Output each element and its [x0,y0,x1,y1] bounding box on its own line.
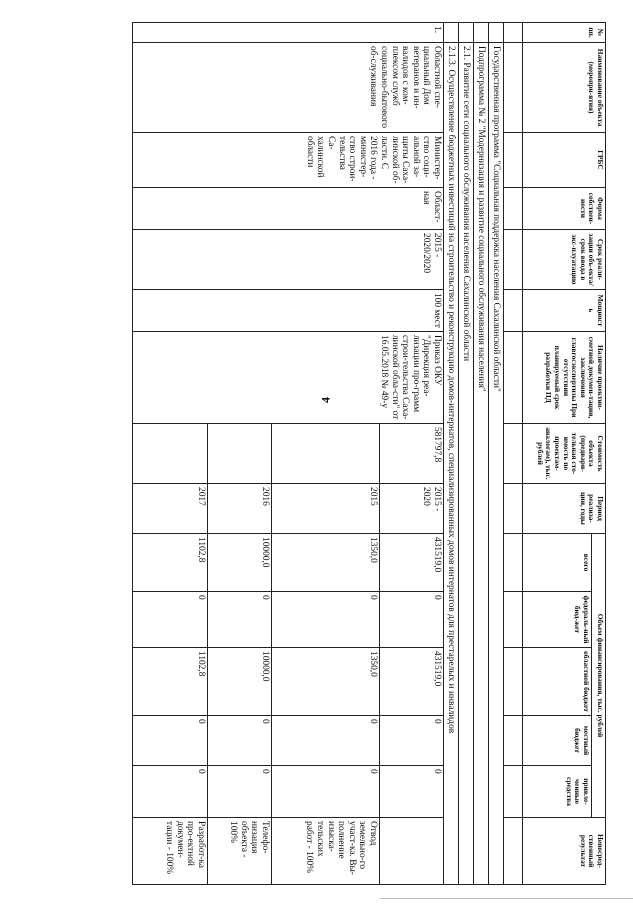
header-design-docs: Наличие проектно-сметной докумен-тации, заключения главгосэкспертизы При отсутствии планируемый срок разработки ПД [523,332,606,424]
row-result: Отвод земельно-го участ-ка. Вы-полнение изыска-тельских работ - 100% [272,818,380,885]
row-local: 0 [133,716,208,766]
program-row [489,23,504,885]
row-total: 10000,0 [208,534,272,592]
header-private: привле-ченные средства [523,766,592,818]
row-federal: 0 [208,592,272,648]
header-regional: областной бюджет [523,648,592,716]
subprogram-row [474,23,489,885]
object-deadline: 2015 - 2020/2020 [133,230,444,290]
object-grbs: Министер-ство соци-альной за-щиты Саха-линской об-ласти. С 2016 года - министер-ство строи-тельства Са-халинской области [133,133,444,188]
row-period: 2015 [272,484,380,534]
row-total: 431519,0 [380,534,444,592]
object-cost: 581797,8 [380,424,444,484]
row-total: 1102,8 [133,534,208,592]
blank-row [504,23,523,885]
row-period: 2016 [208,484,272,534]
row-period: 2017 [133,484,208,534]
header-cost: Стоимость объекта (предвари-тельная сто-имость по проектам-аналогам), тыс. рублей [523,424,606,484]
row-period: 2015 - 2020 [380,484,444,534]
row-regional: 1350,0 [272,648,380,716]
row-regional: 431519,0 [380,648,444,716]
capital-investment-table [132,22,606,885]
row-regional: 1102,8 [133,648,208,716]
table-row [380,23,444,885]
object-ownership: Област-ная [133,188,444,230]
rotated-page-content [164,22,606,884]
section-2-1-title: 2.1. Развитие сети социального обслуживания населения Сахалинской области [459,43,474,885]
row-regional: 10000,0 [208,648,272,716]
row-local: 0 [208,716,272,766]
header-result: Непосред-ственный результат [523,818,606,885]
header-grbs: ГРБС [523,133,606,188]
object-design-docs: Приказ ОКУ "Дирекция реа-лизации про-грамм строи-тельства Саха-линской обла-сти" от 16.05.2018 № 49-у [133,332,444,424]
row-local: 0 [380,716,444,766]
program-title: Государственная программа "Социальная поддержка населения Сахалинской области" [489,43,504,885]
object-name: Областной спе-циальный Дом ветеранов и ин-валидов с ком-плексом служб социально-бытового об-служивания [133,43,444,133]
header-capacity: Мощность [523,290,606,332]
section-2-1-row [459,23,474,885]
row-local: 0 [272,716,380,766]
header-funding-group: Объем финансирования, тыс. рублей [591,534,605,818]
page-number: 4 [318,397,333,403]
section-2-1-3-title: 2.1.3. Осуществление бюджетных инвестиций на строительство и реконструкцию домов-интернатов, специализированных домов интернатов для престарелых и инвалидов [444,43,459,885]
row-total: 1350,0 [272,534,380,592]
row-federal: 0 [380,592,444,648]
row-result: Разработ-ка про-ектной докумен-тации - 100% [133,818,208,885]
header-period: Период реализа-ции, годы [523,484,606,534]
row-federal: 0 [133,592,208,648]
header-total: всего [523,534,592,592]
row-federal: 0 [272,592,380,648]
header-deadline: Срок реали-зации объ-екта/срок ввода в экс-плуатацию [523,230,606,290]
header-row [591,23,605,885]
header-ownership: Форма собствен-ности [523,188,606,230]
object-capacity: 100 мест [133,290,444,332]
object-number: 1. [133,23,444,43]
header-name: Наименование объекта (меропри-ятия) [523,43,606,133]
row-private: 0 [208,766,272,818]
scan-edge-line [380,898,633,899]
row-result [380,818,444,885]
row-private: 0 [272,766,380,818]
row-private: 0 [133,766,208,818]
row-result: Телефо-низация объекта - 100% [208,818,272,885]
section-2-1-3-row [444,23,459,885]
subprogram-title: Подпрограмма № 2 "Модернизация и развитие социального обслуживания населения" [474,43,489,885]
header-no: № пп. [523,23,606,43]
row-private: 0 [380,766,444,818]
header-federal: федераль-ный бюд-жет [523,592,592,648]
header-local: местный бюджет [523,716,592,766]
